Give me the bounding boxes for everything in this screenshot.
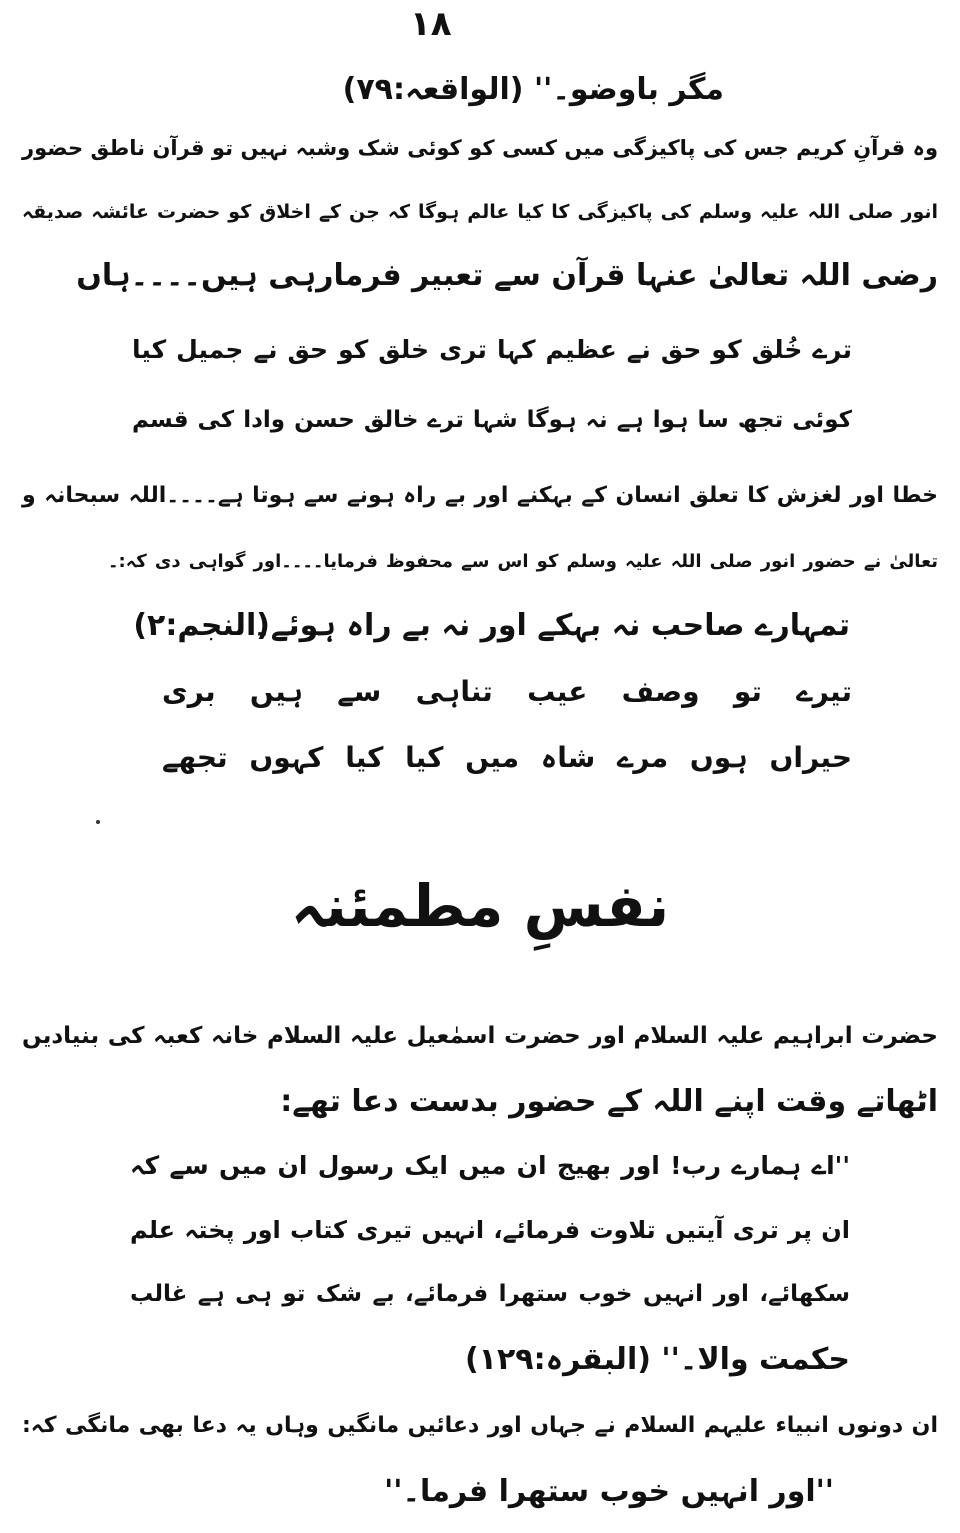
couplet-verse: ترے خُلق کو حق نے عظیم کہا تری خلق کو حق نے جمیل کیا <box>132 335 852 364</box>
couplet-verse: تیرے تو وصف عیب تناہی سے ہیں بری <box>162 675 852 708</box>
quran-verse: تمہارے صاحب نہ بہکے اور نہ بے راہ ہوئے۔ <box>253 608 850 643</box>
quran-verse-reference: (النجم:۲) <box>133 608 270 643</box>
couplet-verse: کوئی تجھ سا ہوا ہے نہ ہوگا شہا ترے خالق حسن وادا کی قسم <box>132 407 852 433</box>
couplet-verse: حیراں ہوں مرے شاہ میں کیا کیا کہوں تجھے <box>162 741 852 774</box>
quran-reference-line: مگر باوضو۔'' (الواقعہ:۷۹) <box>342 72 724 107</box>
page-number: ۱۸ <box>410 4 452 44</box>
quote-line: ''اے ہمارے رب! اور بھیج ان میں ایک رسول ان میں سے کہ <box>130 1151 850 1180</box>
paragraph-line: خطا اور لغزش کا تعلق انسان کے بہکنے اور بے راہ ہونے سے ہوتا ہے۔۔۔۔اللہ سبحانہ و <box>22 483 938 508</box>
paragraph-line: رضی اللہ تعالیٰ عنہا قرآن سے تعبیر فرمارہی ہیں۔۔۔۔ہاں <box>76 258 938 293</box>
paragraph-line: اٹھاتے وقت اپنے اللہ کے حضور بدست دعا تھے: <box>280 1084 938 1119</box>
section-heading: نفسِ مطمئنہ <box>290 872 670 940</box>
print-speck <box>96 820 100 824</box>
quote-line: سکھائے، اور انہیں خوب ستھرا فرمائے، بے شک تو ہی ہے غالب <box>130 1281 850 1307</box>
paragraph-line: تعالیٰ نے حضور انور صلی اللہ علیہ وسلم کو اس سے محفوظ فرمایا۔۔۔۔اور گواہی دی کہ:۔ <box>108 551 938 572</box>
quote-line: حکمت والا۔'' (البقرہ:۱۲۹) <box>464 1342 850 1377</box>
paragraph-line: انور صلی اللہ علیہ وسلم کی پاکیزگی کا کیا عالم ہوگا کہ جن کے اخلاق کو حضرت عائشہ صدیقہ <box>22 201 938 223</box>
paragraph-line: وہ قرآنِ کریم جس کی پاکیزگی میں کسی کو کوئی شک وشبہ نہیں تو قرآن ناطق حضور <box>22 136 938 160</box>
quote-line: ان پر تری آیتیں تلاوت فرمائے، انہیں تیری کتاب اور پختہ علم <box>130 1216 850 1244</box>
paragraph-line: حضرت ابراہیم علیہ السلام اور حضرت اسمٰعیل علیہ السلام خانہ کعبہ کی بنیادیں <box>22 1023 938 1049</box>
paragraph-line: ان دونوں انبیاء علیہم السلام نے جہاں اور دعائیں مانگیں وہاں یہ دعا بھی مانگی کہ: <box>22 1413 938 1438</box>
quote-line: ''اور انہیں خوب ستھرا فرما۔'' <box>384 1474 834 1509</box>
